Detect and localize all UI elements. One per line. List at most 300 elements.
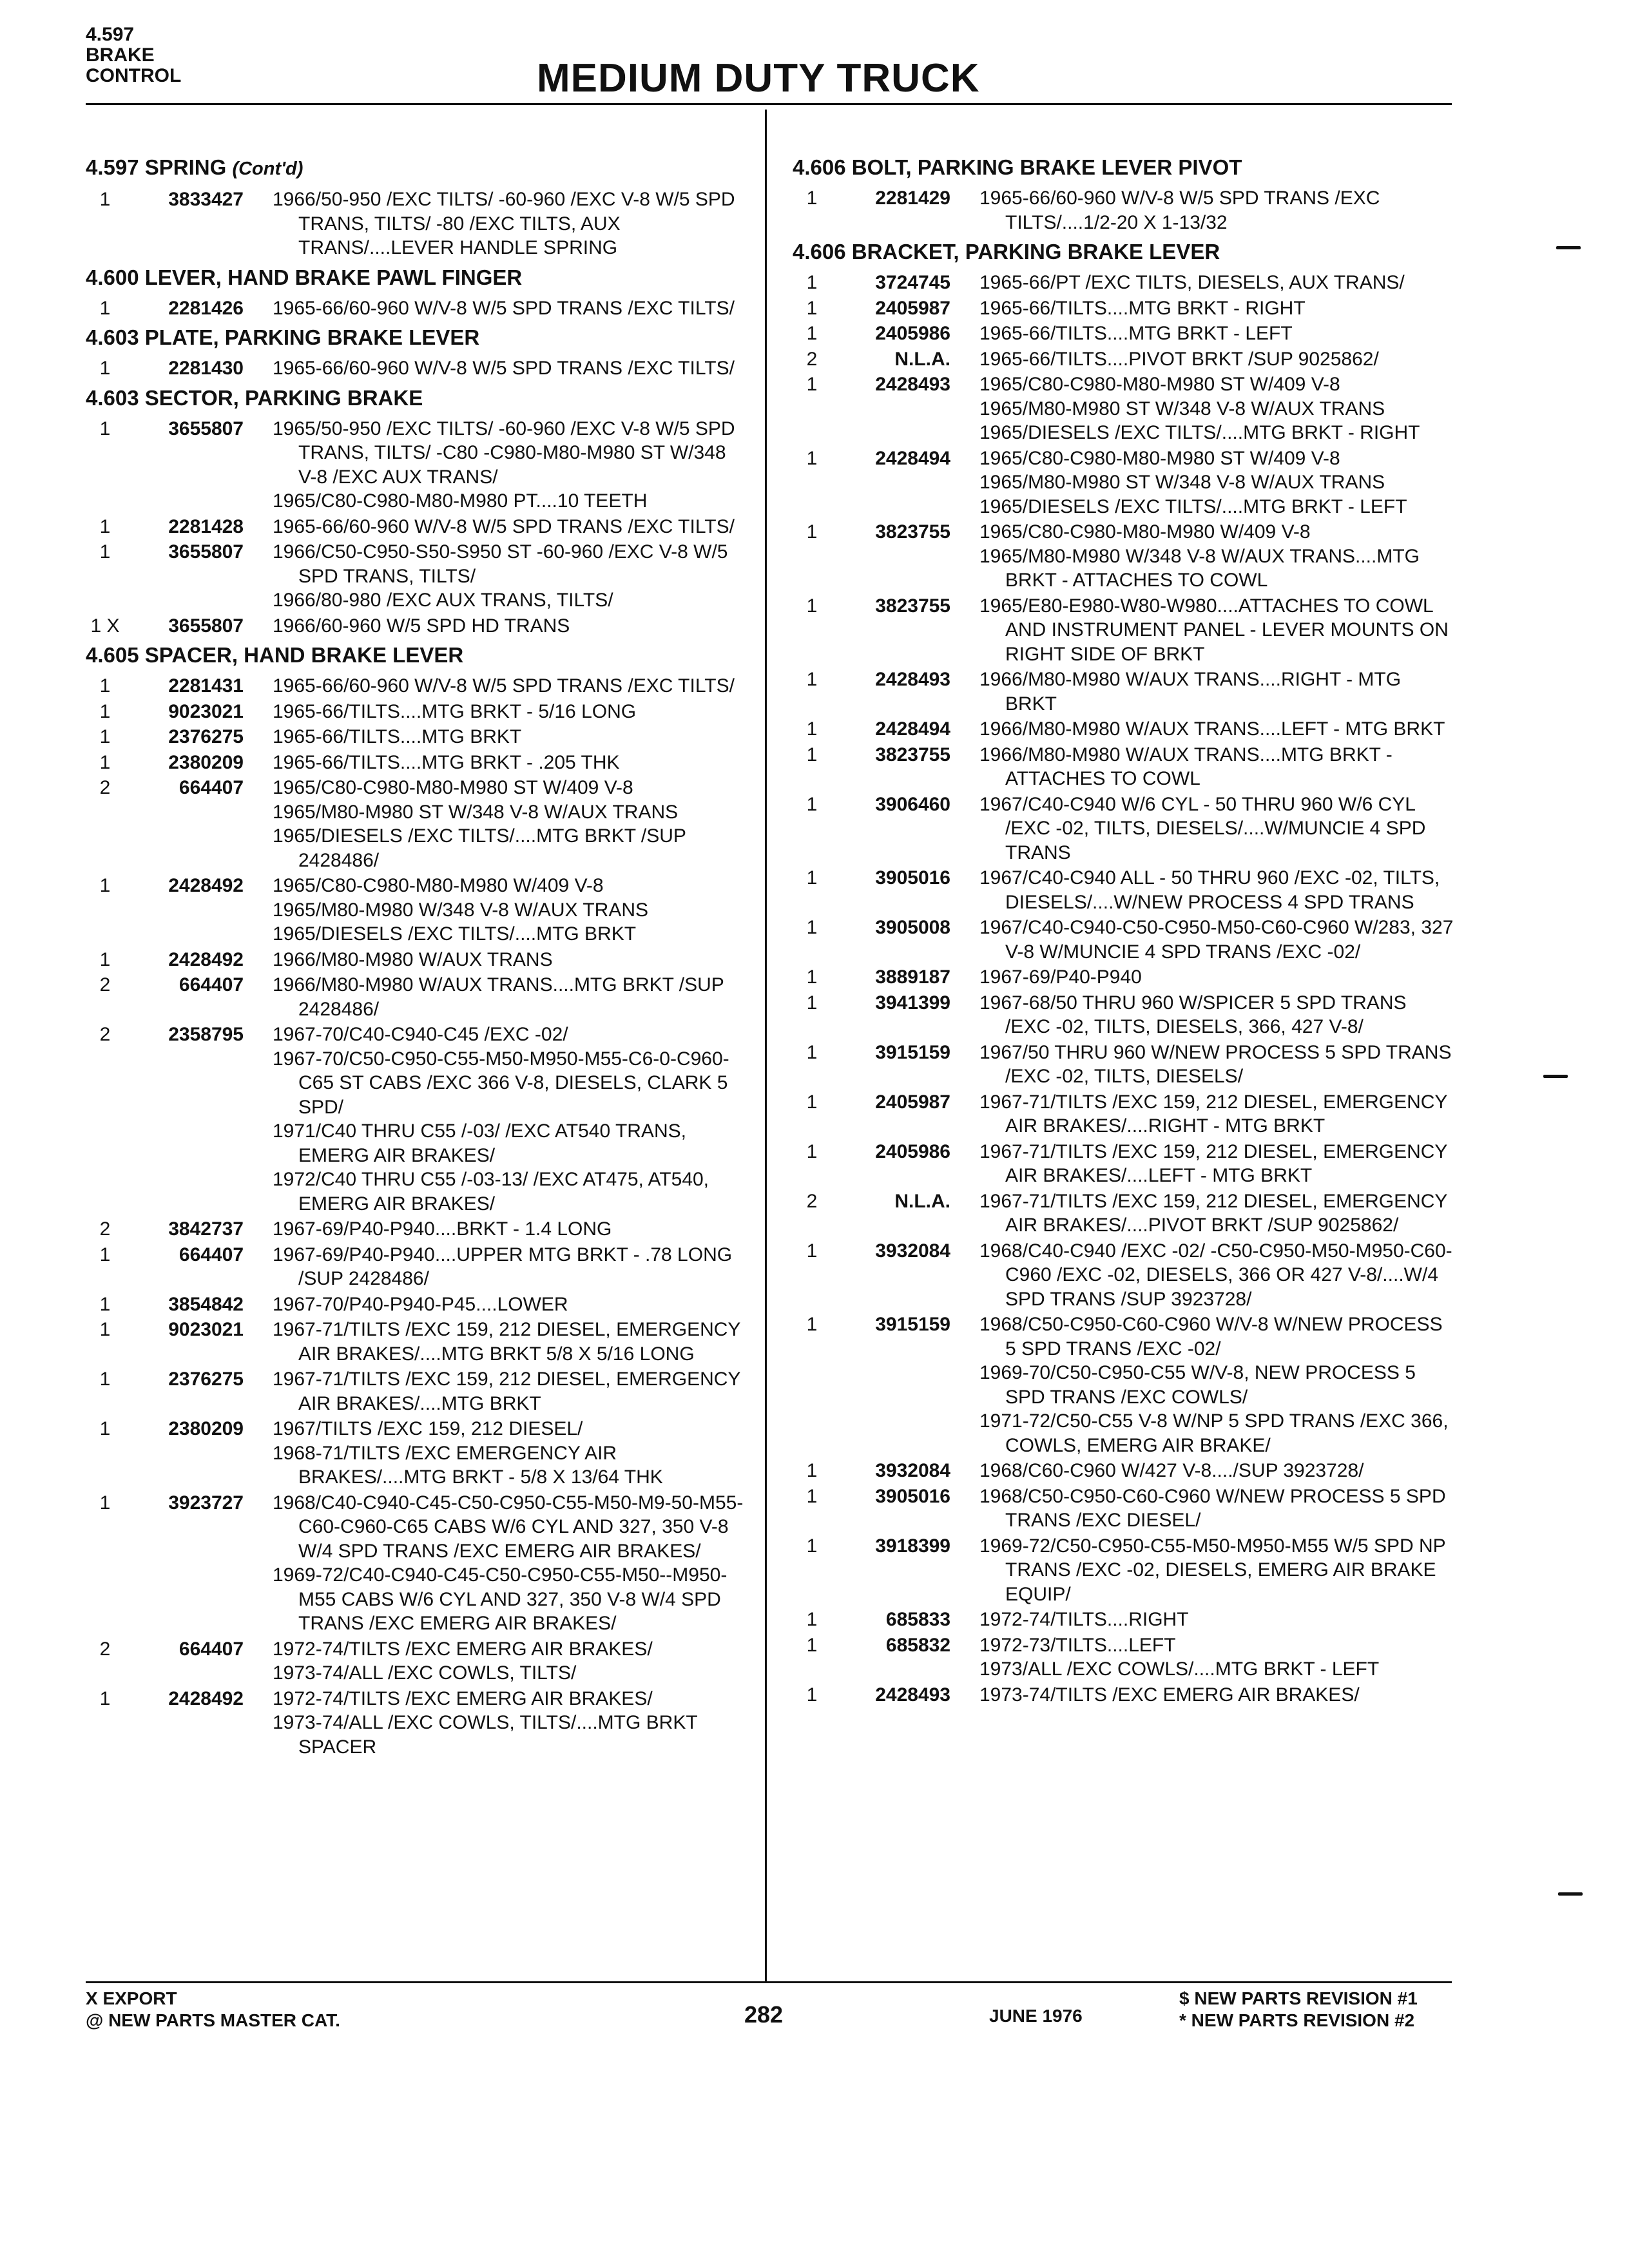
part-number: 3655807 — [168, 418, 244, 439]
part-application-line: 1965-66/TILTS....MTG BRKT - RIGHT — [979, 297, 1306, 319]
part-number: 3915159 — [875, 1314, 950, 1335]
part-row — [793, 347, 1456, 372]
part-applications — [979, 1485, 1456, 1533]
part-row — [86, 540, 749, 613]
part-application-line: 1966/80-980 /EXC AUX TRANS, TILTS/ — [273, 590, 613, 611]
part-number: 2376275 — [168, 726, 244, 747]
part-number: 3941399 — [875, 992, 950, 1014]
part-number: 3655807 — [168, 541, 244, 562]
part-number: 2281431 — [168, 675, 244, 697]
part-applications — [979, 916, 1456, 964]
footer-rule — [86, 1981, 1452, 1983]
page-header — [86, 24, 1452, 105]
part-quantity: 2 — [806, 1190, 818, 1212]
part-quantity: 1 — [806, 1314, 818, 1335]
part-quantity: 1 — [806, 187, 818, 209]
part-application-line: 1965/C80-C980-M80-M980 W/409 V-8 — [979, 521, 1311, 543]
part-row — [86, 1217, 749, 1242]
part-application-line: 1965/M80-M980 ST W/348 V-8 W/AUX TRANS — [273, 801, 679, 823]
part-number: 3906460 — [875, 793, 950, 815]
part-applications — [979, 1140, 1456, 1188]
part-row — [793, 186, 1456, 235]
part-quantity: 1 — [99, 1492, 111, 1514]
part-applications — [979, 1459, 1456, 1483]
section-heading-text: 4.606 BOLT, PARKING BRAKE LEVER PIVOT — [793, 155, 1242, 179]
part-application-line: 1965/DIESELS /EXC TILTS/....MTG BRKT - LEFT — [979, 495, 1407, 517]
part-application-line: 1965-66/60-960 W/V-8 W/5 SPD TRANS /EXC TILTS/ — [273, 358, 735, 379]
part-applications — [979, 594, 1456, 667]
part-applications — [273, 1217, 749, 1242]
section-heading-text: 4.603 PLATE, PARKING BRAKE LEVER — [86, 325, 480, 349]
part-quantity: 1 — [806, 669, 818, 690]
part-row — [86, 948, 749, 972]
part-applications — [273, 1637, 749, 1686]
parts-section — [793, 238, 1456, 1707]
part-row — [86, 1417, 749, 1490]
part-application-line: 1966/50-950 /EXC TILTS/ -60-960 /EXC V-8 W/5 SPD TRANS, TILTS/ -80 /EXC TILTS, AUX TRANS/....LEVER HANDLE SPRING — [273, 189, 735, 258]
part-applications — [273, 356, 749, 381]
part-applications — [979, 1312, 1456, 1457]
part-row — [793, 668, 1456, 716]
part-application-line: 1965/E80-E980-W80-W980....ATTACHES TO COWL AND INSTRUMENT PANEL - LEVER MOUNTS ON RIGHT SIDE OF BRKT — [979, 595, 1449, 665]
part-number: 2281430 — [168, 358, 244, 379]
section-label — [86, 24, 181, 86]
part-application-line: 1967-70/P40-P940-P45....LOWER — [273, 1293, 568, 1315]
part-application-line: 1972-73/TILTS....LEFT — [979, 1634, 1176, 1656]
part-number: 2281428 — [168, 515, 244, 537]
part-quantity: 1 — [806, 1485, 818, 1507]
part-application-line: 1972-74/TILTS....RIGHT — [979, 1609, 1189, 1630]
part-number: 2380209 — [168, 751, 244, 773]
part-row — [86, 515, 749, 539]
part-application-line: 1967/C40-C940 W/6 CYL - 50 THRU 960 W/6 CYL /EXC -02, TILTS, DIESELS/....W/MUNCIE 4 SPD TRANS — [979, 793, 1426, 863]
part-applications — [979, 1683, 1456, 1707]
part-number: 3842737 — [168, 1218, 244, 1240]
part-applications — [273, 1417, 749, 1490]
part-row — [793, 594, 1456, 667]
part-number: 3932084 — [875, 1460, 950, 1481]
parts-section — [86, 385, 749, 639]
section-heading — [86, 324, 749, 351]
part-applications — [273, 1243, 749, 1291]
part-number: 2428493 — [875, 374, 950, 395]
part-application-line: 1967-71/TILTS /EXC 159, 212 DIESEL, EMERGENCY AIR BRAKES/....PIVOT BRKT /SUP 9025862/ — [979, 1190, 1447, 1236]
part-row — [793, 1485, 1456, 1533]
part-quantity: 1 — [806, 595, 818, 617]
part-application-line: 1968-71/TILTS /EXC EMERGENCY AIR BRAKES/....MTG BRKT - 5/8 X 13/64 THK — [273, 1442, 663, 1488]
part-number: 9023021 — [168, 1319, 244, 1340]
part-application-line: 1966/M80-M980 W/AUX TRANS....MTG BRKT - ATTACHES TO COWL — [979, 744, 1393, 789]
part-quantity: 1 — [99, 541, 111, 562]
part-application-line: 1965/M80-M980 ST W/348 V-8 W/AUX TRANS — [979, 472, 1385, 493]
part-applications — [979, 447, 1456, 519]
part-application-line: 1967-68/50 THRU 960 W/SPICER 5 SPD TRANS /EXC -02, TILTS, DIESELS, 366, 427 V-8/ — [979, 992, 1407, 1037]
margin-tick-mark — [1543, 1075, 1568, 1078]
part-applications — [979, 1239, 1456, 1312]
part-quantity: 1 — [99, 726, 111, 747]
part-applications — [979, 717, 1456, 742]
part-application-line: 1973-74/ALL /EXC COWLS, TILTS/....MTG BRKT SPACER — [273, 1712, 698, 1758]
part-applications — [273, 1687, 749, 1760]
part-applications — [273, 614, 749, 639]
part-application-line: 1965/C80-C980-M80-M980 ST W/409 V-8 — [979, 447, 1340, 469]
part-applications — [273, 700, 749, 724]
part-row — [793, 866, 1456, 914]
part-row — [793, 991, 1456, 1039]
part-row — [793, 296, 1456, 321]
left-column — [86, 151, 749, 1763]
footer-legend-left — [86, 1988, 340, 2032]
part-application-line: 1967-69/P40-P940 — [979, 966, 1142, 988]
part-application-line: 1966/M80-M980 W/AUX TRANS....MTG BRKT /SUP 2428486/ — [273, 974, 724, 1020]
section-number: 4.597 — [86, 24, 135, 45]
part-quantity: 1 — [806, 1091, 818, 1113]
part-applications — [273, 973, 749, 1021]
part-quantity: 1 — [806, 1140, 818, 1162]
part-number: N.L.A. — [894, 1190, 950, 1212]
part-row — [86, 1023, 749, 1216]
part-quantity: 1 — [806, 744, 818, 765]
part-number: 3932084 — [875, 1240, 950, 1262]
part-row — [793, 447, 1456, 519]
part-row — [86, 776, 749, 872]
export-legend: X EXPORT — [86, 1988, 177, 2008]
part-number: 2405987 — [875, 297, 950, 319]
part-applications — [979, 1041, 1456, 1089]
section-heading — [793, 154, 1456, 181]
part-number: 2405987 — [875, 1091, 950, 1113]
part-row — [793, 1683, 1456, 1707]
part-number: 3823755 — [875, 521, 950, 543]
part-applications — [273, 1023, 749, 1216]
part-row — [86, 296, 749, 321]
part-number: 2428493 — [875, 1684, 950, 1706]
part-row — [86, 725, 749, 749]
part-applications — [979, 1534, 1456, 1607]
part-number: 2428492 — [168, 875, 244, 896]
section-heading — [793, 238, 1456, 265]
section-subgroup: CONTROL — [86, 65, 182, 86]
part-row — [86, 874, 749, 947]
part-number: 2428492 — [168, 948, 244, 970]
part-applications — [273, 874, 749, 947]
part-application-line: 1965/M80-M980 W/348 V-8 W/AUX TRANS — [273, 899, 649, 921]
part-applications — [273, 540, 749, 613]
part-row — [86, 1243, 749, 1291]
part-quantity: 2 — [99, 974, 111, 995]
part-applications — [979, 1608, 1456, 1632]
part-applications — [979, 866, 1456, 914]
part-number: 3905008 — [875, 917, 950, 938]
part-row — [793, 271, 1456, 295]
part-number: 3905016 — [875, 1485, 950, 1507]
revision-2-legend: * NEW PARTS REVISION #2 — [1179, 2010, 1415, 2030]
part-number: 2405986 — [875, 1140, 950, 1162]
margin-tick-mark — [1558, 1892, 1583, 1896]
part-quantity: 1 — [806, 447, 818, 469]
part-applications — [273, 1367, 749, 1416]
part-application-line: 1966/60-960 W/5 SPD HD TRANS — [273, 615, 570, 637]
part-applications — [273, 1293, 749, 1317]
header-rule — [86, 103, 1452, 105]
part-quantity: 1 — [806, 718, 818, 740]
part-quantity: 1 — [806, 1041, 818, 1063]
part-row — [86, 1491, 749, 1636]
part-number: N.L.A. — [894, 348, 950, 370]
part-number: 9023021 — [168, 700, 244, 722]
part-application-line: 1967/C40-C940 ALL - 50 THRU 960 /EXC -02, TILTS, DIESELS/....W/NEW PROCESS 4 SPD TRANS — [979, 867, 1440, 913]
part-applications — [979, 186, 1456, 235]
part-quantity: 2 — [99, 777, 111, 798]
part-application-line: 1972/C40 THRU C55 /-03-13/ /EXC AT475, AT540, EMERG AIR BRAKES/ — [273, 1169, 709, 1215]
page-title: MEDIUM DUTY TRUCK — [537, 56, 980, 101]
part-applications — [979, 322, 1456, 346]
part-number: 3833427 — [168, 189, 244, 210]
part-application-line: 1965-66/60-960 W/V-8 W/5 SPD TRANS /EXC TILTS/ — [273, 297, 735, 319]
part-applications — [979, 743, 1456, 791]
section-heading — [86, 154, 749, 182]
part-row — [793, 717, 1456, 742]
part-row — [793, 743, 1456, 791]
part-application-line: 1967-71/TILTS /EXC 159, 212 DIESEL, EMERGENCY AIR BRAKES/....MTG BRKT — [273, 1369, 740, 1414]
part-application-line: 1965-66/TILTS....MTG BRKT - LEFT — [979, 323, 1293, 344]
part-number: 3915159 — [875, 1041, 950, 1063]
part-quantity: 1 — [99, 515, 111, 537]
part-application-line: 1967-71/TILTS /EXC 159, 212 DIESEL, EMERGENCY AIR BRAKES/....MTG BRKT 5/8 X 5/16 LONG — [273, 1319, 740, 1365]
part-row — [793, 1189, 1456, 1238]
part-applications — [979, 668, 1456, 716]
part-quantity: 1 — [806, 966, 818, 988]
part-applications — [273, 1491, 749, 1636]
part-quantity: 2 — [99, 1638, 111, 1660]
footer-legend-right — [1179, 1988, 1418, 2032]
part-application-line: 1966/M80-M980 W/AUX TRANS — [273, 948, 553, 970]
part-quantity: 1 — [806, 374, 818, 395]
part-number: 685832 — [885, 1634, 950, 1656]
publication-date: JUNE 1976 — [989, 2006, 1083, 2026]
part-quantity: 1 — [806, 793, 818, 815]
part-number: 2405986 — [875, 323, 950, 344]
part-row — [793, 322, 1456, 346]
part-application-line: 1965-66/TILTS....PIVOT BRKT /SUP 9025862/ — [979, 348, 1379, 370]
part-quantity: 1 — [99, 358, 111, 379]
part-number: 664407 — [178, 1638, 244, 1660]
part-application-line: 1965/C80-C980-M80-M980 PT....10 TEETH — [273, 490, 648, 512]
part-application-line: 1965-66/TILTS....MTG BRKT - .205 THK — [273, 751, 620, 773]
part-applications — [979, 965, 1456, 990]
part-quantity: 1 — [806, 1240, 818, 1262]
part-applications — [979, 1090, 1456, 1139]
part-applications — [979, 347, 1456, 372]
part-applications — [979, 793, 1456, 865]
section-heading — [86, 642, 749, 669]
part-applications — [273, 751, 749, 775]
part-application-line: 1967-71/TILTS /EXC 159, 212 DIESEL, EMERGENCY AIR BRAKES/....LEFT - MTG BRKT — [979, 1140, 1447, 1186]
part-quantity: 1 — [806, 992, 818, 1014]
part-application-line: 1967/TILTS /EXC 159, 212 DIESEL/ — [273, 1418, 583, 1439]
part-application-line: 1965/M80-M980 ST W/348 V-8 W/AUX TRANS — [979, 398, 1385, 419]
part-row — [86, 417, 749, 514]
part-application-line: 1966/M80-M980 W/AUX TRANS....LEFT - MTG BRKT — [979, 718, 1445, 740]
section-group: BRAKE — [86, 44, 155, 66]
part-row — [86, 973, 749, 1021]
part-number: 664407 — [178, 1244, 244, 1265]
part-application-line: 1965-66/60-960 W/V-8 W/5 SPD TRANS /EXC TILTS/ — [273, 515, 735, 537]
part-quantity: 1 — [806, 272, 818, 293]
part-quantity: 1 — [806, 917, 818, 938]
part-number: 3889187 — [875, 966, 950, 988]
part-application-line: 1967/50 THRU 960 W/NEW PROCESS 5 SPD TRANS /EXC -02, TILTS, DIESELS/ — [979, 1041, 1452, 1087]
part-application-line: 1965/M80-M980 W/348 V-8 W/AUX TRANS....MTG BRKT - ATTACHES TO COWL — [979, 545, 1420, 591]
parts-section — [793, 154, 1456, 235]
part-applications — [979, 372, 1456, 445]
part-quantity: 1 — [99, 751, 111, 773]
part-number: 2428492 — [168, 1687, 244, 1709]
part-application-line: 1967-70/C50-C950-C55-M50-M950-M55-C6-0-C960-C65 ST CABS /EXC 366 V-8, DIESELS, CLARK 5 SPD/ — [273, 1048, 729, 1118]
part-applications — [273, 776, 749, 872]
part-row — [793, 1041, 1456, 1089]
part-applications — [979, 271, 1456, 295]
column-divider — [765, 110, 767, 1981]
part-application-line: 1971-72/C50-C55 V-8 W/NP 5 SPD TRANS /EXC 366, COWLS, EMERG AIR BRAKE/ — [979, 1410, 1449, 1456]
part-row — [793, 1140, 1456, 1188]
part-application-line: 1973/ALL /EXC COWLS/....MTG BRKT - LEFT — [979, 1658, 1380, 1680]
part-applications — [273, 725, 749, 749]
part-row — [793, 372, 1456, 445]
part-row — [793, 520, 1456, 593]
part-quantity: 2 — [806, 348, 818, 370]
parts-section — [86, 642, 749, 1759]
margin-tick-mark — [1556, 246, 1581, 249]
part-number: 2281426 — [168, 297, 244, 319]
part-applications — [273, 674, 749, 698]
section-heading-text: 4.597 SPRING — [86, 155, 227, 179]
part-quantity: 1 — [99, 700, 111, 722]
part-application-line: 1967-70/C40-C940-C45 /EXC -02/ — [273, 1024, 568, 1045]
part-number: 664407 — [178, 974, 244, 995]
part-quantity: 1 — [99, 948, 111, 970]
part-row — [793, 1239, 1456, 1312]
part-application-line: 1965-66/60-960 W/V-8 W/5 SPD TRANS /EXC TILTS/ — [273, 675, 735, 697]
part-quantity: 1 — [99, 1293, 111, 1315]
part-application-line: 1968/C40-C940 /EXC -02/ -C50-C950-M50-M950-C60-C960 /EXC -02, DIESELS, 366 OR 427 V-8/....W/4 SPD TRANS /SUP 3923728/ — [979, 1240, 1452, 1310]
page-number: 282 — [744, 2001, 784, 2028]
part-application-line: 1968/C40-C940-C45-C50-C950-C55-M50-M9-50-M55-C60-C960-C65 CABS W/6 CYL AND 327, 350 V-8 W/4 SPD TRANS /EXC EMERG AIR BRAKES/ — [273, 1492, 744, 1562]
part-application-line: 1965/C80-C980-M80-M980 W/409 V-8 — [273, 875, 604, 896]
part-applications — [273, 296, 749, 321]
part-application-line: 1965-66/TILTS....MTG BRKT — [273, 726, 522, 747]
part-quantity: 1 — [806, 1609, 818, 1630]
parts-section — [86, 264, 749, 321]
part-row — [793, 793, 1456, 865]
section-heading — [86, 385, 749, 412]
section-heading-text: 4.603 SECTOR, PARKING BRAKE — [86, 385, 423, 410]
part-number: 2380209 — [168, 1418, 244, 1439]
part-application-line: 1965/C80-C980-M80-M980 ST W/409 V-8 — [273, 777, 633, 798]
part-application-line: 1969-72/C50-C950-C55-M50-M950-M55 W/5 SPD NP TRANS /EXC -02, DIESELS, EMERG AIR BRAKE EQUIP/ — [979, 1535, 1446, 1605]
part-quantity: 1 — [99, 418, 111, 439]
part-row — [793, 965, 1456, 990]
part-application-line: 1966/C50-C950-S50-S950 ST -60-960 /EXC V-8 W/5 SPD TRANS, TILTS/ — [273, 541, 728, 587]
part-application-line: 1969-72/C40-C940-C45-C50-C950-C55-M50--M950-M55 CABS W/6 CYL AND 327, 350 V-8 W/4 SPD TRANS /EXC EMERG AIR BRAKES/ — [273, 1564, 728, 1634]
part-application-line: 1971/C40 THRU C55 /-03/ /EXC AT540 TRANS, EMERG AIR BRAKES/ — [273, 1120, 686, 1166]
part-quantity: 2 — [99, 1218, 111, 1240]
part-row — [86, 700, 749, 724]
part-quantity: 1 — [806, 323, 818, 344]
part-application-line: 1965-66/TILTS....MTG BRKT - 5/16 LONG — [273, 700, 637, 722]
part-row — [793, 1312, 1456, 1457]
part-row — [86, 1318, 749, 1366]
part-application-line: 1965/DIESELS /EXC TILTS/....MTG BRKT — [273, 923, 637, 945]
part-row — [86, 187, 749, 260]
revision-1-legend: $ NEW PARTS REVISION #1 — [1179, 1988, 1418, 2008]
parts-section — [86, 324, 749, 381]
part-application-line: 1972-74/TILTS /EXC EMERG AIR BRAKES/ — [273, 1638, 653, 1660]
part-application-line: 1968/C50-C950-C60-C960 W/NEW PROCESS 5 SPD TRANS /EXC DIESEL/ — [979, 1485, 1446, 1531]
part-number: 2281429 — [875, 187, 950, 209]
part-row — [86, 614, 749, 639]
part-number: 3905016 — [875, 867, 950, 889]
part-row — [793, 916, 1456, 964]
part-row — [793, 1608, 1456, 1632]
part-number: 685833 — [885, 1609, 950, 1630]
part-applications — [273, 417, 749, 514]
part-row — [793, 1459, 1456, 1483]
part-number: 3823755 — [875, 744, 950, 765]
part-application-line: 1965/DIESELS /EXC TILTS/....MTG BRKT /SUP 2428486/ — [273, 825, 686, 871]
part-row — [86, 1637, 749, 1686]
part-quantity: 2 — [99, 1024, 111, 1045]
part-quantity: 1 — [99, 1244, 111, 1265]
part-applications — [979, 296, 1456, 321]
part-quantity: 1 — [99, 1418, 111, 1439]
part-application-line: 1965-66/60-960 W/V-8 W/5 SPD TRANS /EXC TILTS/....1/2-20 X 1-13/32 — [979, 187, 1380, 233]
part-row — [86, 1687, 749, 1760]
part-number: 3655807 — [168, 615, 244, 637]
part-quantity: 1 — [99, 1369, 111, 1390]
part-application-line: 1972-74/TILTS /EXC EMERG AIR BRAKES/ — [273, 1687, 653, 1709]
section-heading-text: 4.605 SPACER, HAND BRAKE LEVER — [86, 643, 464, 667]
part-application-line: 1969-70/C50-C950-C55 W/V-8, NEW PROCESS 5 SPD TRANS /EXC COWLS/ — [979, 1362, 1416, 1408]
part-application-line: 1967/C40-C940-C50-C950-M50-C60-C960 W/283, 327 V-8 W/MUNCIE 4 SPD TRANS /EXC -02/ — [979, 917, 1454, 963]
part-quantity: 1 — [99, 1319, 111, 1340]
part-application-line: 1973-74/TILTS /EXC EMERG AIR BRAKES/ — [979, 1684, 1360, 1706]
part-row — [793, 1090, 1456, 1139]
part-application-line: 1968/C50-C950-C60-C960 W/V-8 W/NEW PROCESS 5 SPD TRANS /EXC -02/ — [979, 1314, 1443, 1360]
part-applications — [979, 1633, 1456, 1682]
right-column — [793, 151, 1456, 1711]
part-application-line: 1965/50-950 /EXC TILTS/ -60-960 /EXC V-8 W/5 SPD TRANS, TILTS/ -C80 -C980-M80-M980 ST W/348 V-8 /EXC AUX TRANS/ — [273, 418, 735, 488]
parts-section — [86, 154, 749, 260]
part-application-line: 1966/M80-M980 W/AUX TRANS....RIGHT - MTG BRKT — [979, 669, 1402, 715]
continued-label: (Cont'd) — [232, 159, 304, 179]
part-applications — [979, 991, 1456, 1039]
part-quantity: 1 — [99, 875, 111, 896]
part-applications — [979, 1189, 1456, 1238]
part-number: 664407 — [178, 777, 244, 798]
part-number: 3923727 — [168, 1492, 244, 1514]
part-row — [86, 1293, 749, 1317]
part-row — [793, 1534, 1456, 1607]
part-quantity: 1 — [99, 675, 111, 697]
section-heading-text: 4.600 LEVER, HAND BRAKE PAWL FINGER — [86, 265, 523, 289]
part-number: 2358795 — [168, 1024, 244, 1045]
part-application-line: 1968/C60-C960 W/427 V-8..../SUP 3923728/ — [979, 1460, 1364, 1481]
part-row — [86, 356, 749, 381]
part-application-line: 1967-69/P40-P940....UPPER MTG BRKT - .78 LONG /SUP 2428486/ — [273, 1244, 733, 1289]
part-number: 3854842 — [168, 1293, 244, 1315]
part-number: 2428494 — [875, 447, 950, 469]
